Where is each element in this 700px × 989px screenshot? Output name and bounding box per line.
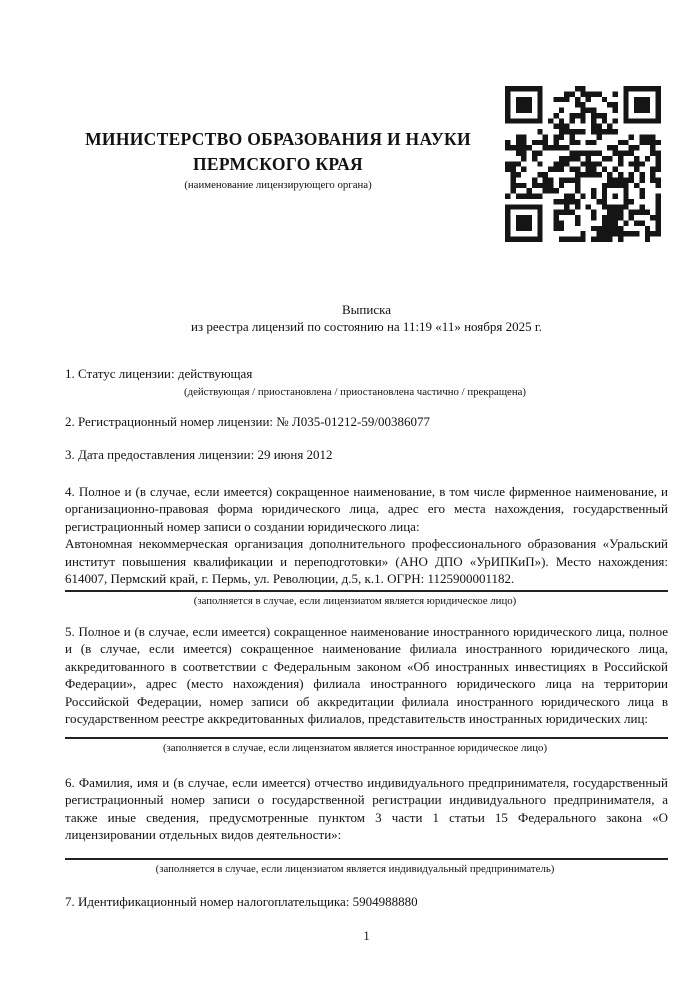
item-3-grant-date: 3. Дата предоставления лицензии: 29 июня 2012 xyxy=(65,447,333,462)
item-4-answer: Автономная некоммерческая организация дополнительного профессионального образования «Уральский институт повышения квалификации и переподготовки» (АНО ДПО «УрИПКиП»). Место нахождения: 614007, Пермский край, г. Пермь, ул. Революции, д.5, к.1. ОГРН: 1125900001182. xyxy=(65,536,668,587)
title-line2: из реестра лицензий по состоянию на 11:19 «11» ноября 2025 г. xyxy=(191,319,542,335)
item-5-hint: (заполняется в случае, если лицензиатом является иностранное юридическое лицо) xyxy=(162,742,548,755)
fill-line xyxy=(65,590,668,592)
qr-code-image xyxy=(505,86,661,242)
item-6-question: 6. Фамилия, имя и (в случае, если имеется) отчество индивидуального предпринимателя, государственный регистрационный номер записи о государственной регистрации индивидуального предпринимателя, а также иные сведения, предусмотренные пунктом 3 части 1 статьи 15 Федерального закона «О лицензировании отдельных видов деятельности»: xyxy=(65,775,668,843)
fill-line xyxy=(65,858,668,860)
item-4-legal-entity xyxy=(65,483,668,608)
item-4-hint: (заполняется в случае, если лицензиатом является юридическое лицо) xyxy=(193,595,517,608)
document-title xyxy=(65,301,668,336)
title-line1: Выписка xyxy=(342,302,391,317)
item-7-taxpayer-id: 7. Идентификационный номер налогоплательщика: 5904988880 xyxy=(65,894,418,909)
licensing-authority-header xyxy=(65,127,505,192)
empty-answer-space xyxy=(65,844,668,858)
item-6-individual-entrepreneur xyxy=(65,774,668,876)
item-5-foreign-entity xyxy=(65,623,668,755)
fill-line xyxy=(65,737,668,739)
qr-code xyxy=(505,86,661,242)
item-1-hint: (действующая / приостановлена / приостановлена частично / прекращена) xyxy=(184,386,526,398)
ministry-name-line1: МИНИСТЕРСТВО ОБРАЗОВАНИЯ И НАУКИ xyxy=(85,129,471,149)
item-1-license-status: 1. Статус лицензии: действующая xyxy=(65,366,253,381)
item-2-registration-number: 2. Регистрационный номер лицензии: № Л035-01212-59/00386077 xyxy=(65,414,431,429)
item-5-question: 5. Полное и (в случае, если имеется) сокращенное наименование иностранного юридического лица, полное и (в случае, если имеется) сокращенное наименование филиала иностранного юридического лица, аккредитованного в соответствии с Федеральным законом «Об иностранных инвестициях в Российской Федерации», адрес (место нахождения) филиала иностранного юридического лица на территории Российской Федерации, номер записи об аккредитации филиала иностранного юридического лица в государственном реестре аккредитованных филиалов, представительств иностранных юридических лиц: xyxy=(65,624,668,727)
page-number: 1 xyxy=(363,929,370,943)
empty-answer-space xyxy=(65,727,668,737)
ministry-caption: (наименование лицензирующего органа) xyxy=(184,179,372,191)
item-4-question: 4. Полное и (в случае, если имеется) сокращенное наименование, в том числе фирменное наименование, и организационно-правовая форма юридического лица, адрес его места нахождения, государственный регистрационный номер записи о создании юридического лица: xyxy=(65,484,668,534)
item-6-hint: (заполняется в случае, если лицензиатом является индивидуальный предприниматель) xyxy=(155,862,555,875)
ministry-name-line2: ПЕРМСКОГО КРАЯ xyxy=(193,154,363,174)
